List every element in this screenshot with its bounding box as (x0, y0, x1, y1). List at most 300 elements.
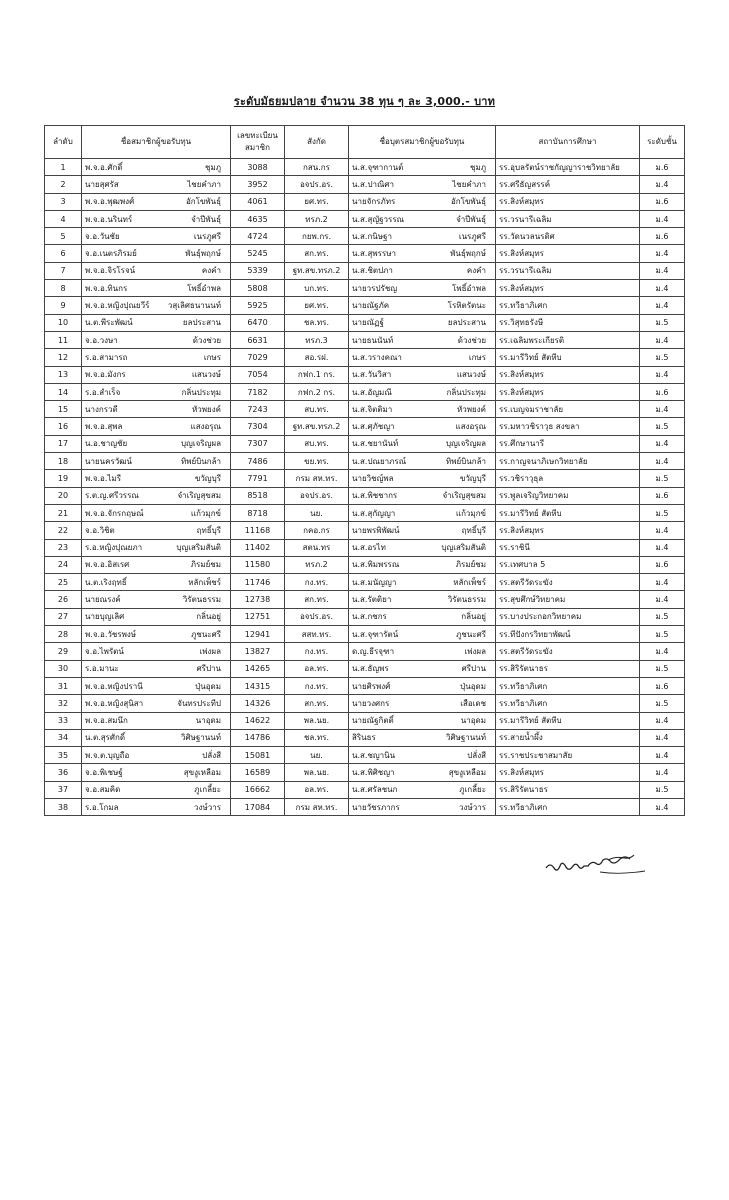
cell-reg: 7486 (231, 453, 285, 470)
table-row (45, 470, 685, 487)
table-row (45, 539, 685, 556)
cell-level: ม.5 (640, 470, 685, 487)
cell-school: รร.วชิราวุธุล (496, 470, 640, 487)
cell-child (349, 159, 496, 176)
table-row (45, 798, 685, 815)
name-last: ยลประสาน (182, 318, 221, 328)
cell-member (82, 747, 231, 764)
name-first: น.ส.ศุภัชญา (352, 422, 395, 432)
name-last: ขวัญบุรี (459, 473, 486, 483)
page-title: ระดับมัธยมปลาย จำนวน 38 ทุน ๆ ละ 3,000.- บาท (233, 95, 496, 108)
name-first: น.ส.อัญมณี (352, 387, 392, 397)
cell-level: ม.4 (640, 435, 685, 452)
cell-child (349, 643, 496, 660)
cell-member (82, 176, 231, 193)
name-first: น.ส.ชยานันท์ (352, 439, 399, 449)
header-school: สถาบันการศึกษา (496, 126, 640, 159)
name-first: พ.จ.อ.สมนึก (85, 716, 128, 726)
cell-reg: 5925 (231, 297, 285, 314)
name-last: ด้วงช่วย (457, 335, 486, 345)
cell-child (349, 280, 496, 297)
cell-reg: 5245 (231, 245, 285, 262)
name-first: น.ส.สุกัญญา (352, 508, 396, 518)
cell-member (82, 435, 231, 452)
cell-no: 26 (45, 591, 82, 608)
cell-reg: 7182 (231, 383, 285, 400)
table-row (45, 487, 685, 504)
cell-unit: กฟก.2 กร. (285, 383, 349, 400)
cell-school: รร.สิงห์สมุทร (496, 366, 640, 383)
cell-child (349, 781, 496, 798)
name-last: วสุเลิศธนานนท์ (167, 301, 221, 311)
cell-unit: กสน.กร (285, 159, 349, 176)
table-row (45, 677, 685, 694)
cell-level: ม.4 (640, 245, 685, 262)
cell-child (349, 297, 496, 314)
table-row (45, 349, 685, 366)
cell-no: 15 (45, 401, 82, 418)
cell-unit: ชล.ทร. (285, 314, 349, 331)
cell-reg: 12751 (231, 608, 285, 625)
name-last: วิศิษฐานนท์ (446, 733, 486, 743)
cell-member (82, 210, 231, 227)
cell-level: ม.6 (640, 193, 685, 210)
cell-no: 35 (45, 747, 82, 764)
cell-child (349, 487, 496, 504)
name-first: น.ส.ปาณิศา (352, 179, 394, 189)
cell-unit: ชล.ทร. (285, 729, 349, 746)
name-first: จ.อ.ไพรัตน์ (85, 646, 124, 656)
name-last: ภิรมย์ชม (190, 560, 221, 570)
cell-member (82, 314, 231, 331)
name-first: จ.อ.พิเชษฐ์ (85, 768, 123, 778)
cell-school: รร.เบญจมราชาลัย (496, 401, 640, 418)
name-first: น.ส.มนัญญา (352, 577, 397, 587)
cell-no: 12 (45, 349, 82, 366)
name-last: ไชยคำภา (187, 179, 221, 189)
name-first: นายวัชรภากร (352, 802, 400, 812)
cell-member (82, 193, 231, 210)
cell-level: ม.6 (640, 159, 685, 176)
name-first: พ.จ.อ.ศักดิ์ (85, 162, 123, 172)
cell-level: ม.4 (640, 331, 685, 348)
header-level: ระดับชั้น (640, 126, 685, 159)
name-first: พ.จ.อ.นรินทร์ (85, 214, 133, 224)
cell-unit: นย. (285, 504, 349, 521)
cell-school: รร.สตรีวัดระฆัง (496, 643, 640, 660)
name-last: ศรีปาน (461, 664, 486, 674)
name-first: จ.อ.วงษา (85, 335, 118, 345)
cell-child (349, 470, 496, 487)
name-first: นางกรวดี (85, 404, 118, 414)
name-last: ฤทธิ์บุรี (196, 525, 221, 535)
name-first: พ.จ.อ.ทินกร (85, 283, 128, 293)
name-first: น.ส.ชิตปภา (352, 266, 393, 276)
cell-school: รร.สิงห์สมุทร (496, 383, 640, 400)
name-last: แสนวงษ์ (456, 370, 486, 380)
table-row (45, 608, 685, 625)
cell-no: 7 (45, 262, 82, 279)
cell-member (82, 453, 231, 470)
cell-school: รร.วิสุทธรังษี (496, 314, 640, 331)
cell-school: รร.ทวีธาภิเศก (496, 798, 640, 815)
cell-member (82, 798, 231, 815)
cell-reg: 15081 (231, 747, 285, 764)
table-row (45, 262, 685, 279)
name-first: จ.อ.เนตรภิรมย์ (85, 249, 137, 259)
cell-reg: 6470 (231, 314, 285, 331)
name-first: พ.จ.อ.พุฒพงศ์ (85, 197, 135, 207)
name-last: ชุมภู (470, 162, 486, 172)
name-last: กลิ่นอยู่ (461, 612, 486, 622)
cell-unit: บก.ทร. (285, 280, 349, 297)
cell-no: 31 (45, 677, 82, 694)
name-last: แสงอรุณ (190, 422, 221, 432)
cell-child (349, 695, 496, 712)
name-first: พ.จ.อ.จักรกฤษณ์ (85, 508, 144, 518)
cell-reg: 13827 (231, 643, 285, 660)
name-first: นายณัฏฐ์ (352, 318, 384, 328)
cell-level: ม.4 (640, 798, 685, 815)
name-last: พันธุ์พฤกษ์ (185, 249, 221, 259)
cell-unit: ทรภ.3 (285, 331, 349, 348)
name-last: ยลประสาน (447, 318, 486, 328)
cell-unit: ขย.ทร. (285, 453, 349, 470)
cell-school: รร.วรนารีเฉลิม (496, 262, 640, 279)
name-first: น.ส.พิมพรรณ (352, 560, 400, 570)
cell-unit: สตน.ทร (285, 539, 349, 556)
table-body (45, 159, 685, 816)
cell-school: รร.สิงห์สมุทร (496, 764, 640, 781)
header-no: ลำดับ (45, 126, 82, 159)
cell-member (82, 626, 231, 643)
cell-unit: สอ.รฝ. (285, 349, 349, 366)
name-last: คงคำ (201, 266, 221, 276)
name-last: เพ่งผล (464, 646, 486, 656)
cell-no: 24 (45, 556, 82, 573)
name-last: ภูชนะศรี (456, 629, 486, 639)
cell-school: รร.ทวีธาภิเศก (496, 695, 640, 712)
name-first: จ.อ.วิชิต (85, 525, 115, 535)
name-first: น.ส.สุญัฐวรรณ (352, 214, 405, 224)
cell-child (349, 556, 496, 573)
name-first: น.ส.ธัญพร (352, 664, 389, 674)
name-last: บุญเสริมสันติ (176, 543, 221, 553)
name-first: น.ส.พิศิชญา (352, 768, 395, 778)
name-last: ฤทธิ์บุรี (461, 525, 486, 535)
cell-level: ม.5 (640, 608, 685, 625)
name-first: น.ต.เริงฤทธิ์ (85, 577, 127, 587)
cell-child (349, 401, 496, 418)
name-last: ปุ่นอุดม (195, 681, 221, 691)
cell-no: 33 (45, 712, 82, 729)
cell-reg: 7243 (231, 401, 285, 418)
cell-school: รร.พูลเจริญวิทยาคม (496, 487, 640, 504)
name-last: หลักเพ็ชร์ (453, 577, 486, 587)
cell-unit: ฐท.สข.ทรภ.2 (285, 262, 349, 279)
cell-level: ม.5 (640, 349, 685, 366)
name-last: พันธุ์พฤกษ์ (450, 249, 486, 259)
cell-child (349, 245, 496, 262)
cell-no: 18 (45, 453, 82, 470)
cell-reg: 7029 (231, 349, 285, 366)
cell-school: รร.มารีวิทย์ สัตหีบ (496, 712, 640, 729)
cell-school: รร.บางประกอกวิทยาคม (496, 608, 640, 625)
name-first: น.ส.กนิษฐา (352, 231, 392, 241)
cell-school: รร.เฉลิมพระเกียรติ (496, 331, 640, 348)
cell-unit: พล.นย. (285, 764, 349, 781)
name-last: ปุ่นอุดม (460, 681, 486, 691)
cell-child (349, 539, 496, 556)
cell-no: 22 (45, 522, 82, 539)
name-last: อักโขพันธุ์ (450, 197, 486, 207)
name-last: เนรภูศรี (193, 231, 221, 241)
header-child: ชื่อบุตรสมาชิกผู้ขอรับทุน (349, 126, 496, 159)
name-last: จันทรประทีป (177, 698, 221, 708)
cell-school: รร.กาญจนาภิเษกวิทยาลัย (496, 453, 640, 470)
name-first: น.อ.ชาญชัย (85, 439, 128, 449)
header-unit: สังกัด (285, 126, 349, 159)
cell-level: ม.4 (640, 453, 685, 470)
table-row (45, 176, 685, 193)
table-row (45, 764, 685, 781)
table-row (45, 626, 685, 643)
cell-member (82, 470, 231, 487)
cell-no: 23 (45, 539, 82, 556)
name-last: เกษร (203, 352, 221, 362)
scholarship-table (44, 125, 685, 816)
cell-level: ม.4 (640, 262, 685, 279)
cell-unit: ทรภ.2 (285, 210, 349, 227)
cell-level: ม.4 (640, 297, 685, 314)
cell-unit: สบ.ทร. (285, 435, 349, 452)
cell-member (82, 228, 231, 245)
name-first: นายวงศกร (352, 698, 390, 708)
cell-child (349, 660, 496, 677)
name-first: น.ส.จุฑากานต์ (352, 162, 404, 172)
cell-level: ม.4 (640, 712, 685, 729)
cell-member (82, 556, 231, 573)
cell-reg: 4635 (231, 210, 285, 227)
cell-no: 5 (45, 228, 82, 245)
table-row (45, 591, 685, 608)
table-row (45, 522, 685, 539)
cell-school: รร.ทวีธาภิเศก (496, 297, 640, 314)
cell-child (349, 591, 496, 608)
cell-school: รร.สิงห์สมุทร (496, 522, 640, 539)
cell-reg: 16662 (231, 781, 285, 798)
cell-unit: อจปร.อร. (285, 176, 349, 193)
cell-level: ม.5 (640, 660, 685, 677)
table-row (45, 366, 685, 383)
name-last: บุญเจริญผล (445, 439, 486, 449)
cell-school: รร.สตรีวัดระฆัง (496, 574, 640, 591)
table-row (45, 331, 685, 348)
cell-member (82, 401, 231, 418)
table-row (45, 245, 685, 262)
cell-child (349, 228, 496, 245)
cell-member (82, 331, 231, 348)
name-first: น.ส.จิตติมา (352, 404, 393, 414)
name-first: นายณัฐภัค (352, 301, 390, 311)
cell-member (82, 366, 231, 383)
cell-child (349, 522, 496, 539)
name-last: หัวพยงค์ (457, 404, 486, 414)
cell-unit: กง.ทร. (285, 677, 349, 694)
table-row (45, 453, 685, 470)
cell-school: รร.ทวีธาภิเศก (496, 677, 640, 694)
name-first: นายวิชญ์พล (352, 473, 394, 483)
cell-no: 27 (45, 608, 82, 625)
name-first: พ.จ.อ.จิรโรจน์ (85, 266, 136, 276)
cell-unit: ยศ.ทร. (285, 193, 349, 210)
name-first: จ.อ.สมคิด (85, 785, 121, 795)
cell-no: 32 (45, 695, 82, 712)
cell-reg: 3952 (231, 176, 285, 193)
table-row (45, 781, 685, 798)
cell-school: รร.สิริรัตนาธร (496, 660, 640, 677)
name-last: แก้วมุกข์ (455, 508, 486, 518)
cell-unit: กรม สห.ทร. (285, 470, 349, 487)
name-first: นายวรปรัชญ (352, 283, 398, 293)
cell-school: รร.ทีปังกรวิทยาพัฒน์ (496, 626, 640, 643)
cell-no: 4 (45, 210, 82, 227)
cell-child (349, 626, 496, 643)
cell-member (82, 245, 231, 262)
cell-no: 2 (45, 176, 82, 193)
name-last: ปลั่งสี (467, 750, 486, 760)
cell-school: รร.ศึกษานารี (496, 435, 640, 452)
cell-no: 25 (45, 574, 82, 591)
table-row (45, 193, 685, 210)
name-first: ด.ญ.ธีรจุฑา (352, 646, 395, 656)
cell-level: ม.4 (640, 574, 685, 591)
cell-school: รร.ศรีธัญสรรค์ (496, 176, 640, 193)
cell-unit: ยศ.ทร. (285, 297, 349, 314)
name-first: ร.อ.มานะ (85, 664, 119, 674)
cell-reg: 3088 (231, 159, 285, 176)
cell-unit: กคอ.กร (285, 522, 349, 539)
cell-no: 9 (45, 297, 82, 314)
name-last: โรหิตรัตนะ (447, 301, 486, 311)
cell-reg: 6631 (231, 331, 285, 348)
header-row (45, 126, 685, 159)
cell-member (82, 539, 231, 556)
name-first: น.ส.อรไท (352, 543, 386, 553)
cell-level: ม.5 (640, 314, 685, 331)
name-last: บุญเจริญผล (180, 439, 221, 449)
cell-level: ม.4 (640, 643, 685, 660)
name-last: วงษ์วาร (459, 802, 486, 812)
name-first: นายศิรพงศ์ (352, 681, 391, 691)
name-last: วิรัตนธรรม (182, 595, 221, 605)
cell-child (349, 677, 496, 694)
name-first: นายจักรภัทร (352, 197, 396, 207)
cell-reg: 4061 (231, 193, 285, 210)
table-row (45, 504, 685, 521)
name-last: หัวพยงค์ (192, 404, 221, 414)
cell-member (82, 159, 231, 176)
name-first: นายบุญเลิศ (85, 612, 125, 622)
cell-child (349, 366, 496, 383)
cell-school: รร.สายน้ำผึ้ง (496, 729, 640, 746)
name-last: คงคำ (466, 266, 486, 276)
cell-reg: 14786 (231, 729, 285, 746)
table-row (45, 210, 685, 227)
table-row (45, 747, 685, 764)
cell-child (349, 608, 496, 625)
name-last: วิรัตนธรรม (447, 595, 486, 605)
name-first: พ.จ.อ.หญิงปุณยวีร์ (85, 301, 150, 311)
cell-reg: 5339 (231, 262, 285, 279)
cell-school: รร.วรนารีเฉลิม (496, 210, 640, 227)
name-first: น.ส.วรางคณา (352, 352, 402, 362)
cell-level: ม.4 (640, 401, 685, 418)
cell-reg: 7304 (231, 418, 285, 435)
cell-member (82, 712, 231, 729)
name-first: น.ส.ชญานิน (352, 750, 396, 760)
cell-level: ม.5 (640, 504, 685, 521)
name-last: ทิพย์บินกล้า (445, 456, 486, 466)
table-row (45, 574, 685, 591)
table-row (45, 401, 685, 418)
table-row (45, 280, 685, 297)
name-last: นาอุดม (460, 716, 486, 726)
name-first: พ.จ.อ.ไมรี (85, 473, 121, 483)
name-last: โพธิ์อำพล (452, 283, 486, 293)
cell-no: 29 (45, 643, 82, 660)
cell-reg: 7307 (231, 435, 285, 452)
cell-school: รร.วัดนวลนรดิศ (496, 228, 640, 245)
cell-child (349, 176, 496, 193)
name-last: แสนวงษ์ (191, 370, 221, 380)
table-row (45, 435, 685, 452)
cell-level: ม.4 (640, 764, 685, 781)
name-first: พ.จ.อ.อิสเรศ (85, 560, 130, 570)
name-last: แสงอรุณ (455, 422, 486, 432)
cell-member (82, 522, 231, 539)
cell-school: รร.ราชประชาสมาสัย (496, 747, 640, 764)
cell-no: 1 (45, 159, 82, 176)
cell-member (82, 383, 231, 400)
cell-reg: 12941 (231, 626, 285, 643)
table-row (45, 556, 685, 573)
name-first: นายณัฐกิตติ์ (352, 716, 394, 726)
cell-level: ม.4 (640, 729, 685, 746)
cell-unit: อจปร.อร. (285, 608, 349, 625)
cell-child (349, 331, 496, 348)
cell-child (349, 210, 496, 227)
cell-level: ม.5 (640, 781, 685, 798)
name-first: พ.จ.อ.หญิงปรานี (85, 681, 143, 691)
name-first: นายนครวัฒน์ (85, 456, 132, 466)
cell-unit: อจปร.อร. (285, 487, 349, 504)
cell-member (82, 677, 231, 694)
header-member: ชื่อสมาชิกผู้ขอรับทุน (82, 126, 231, 159)
name-last: สุขงูเหลือม (183, 768, 221, 778)
cell-unit: สก.ทร. (285, 591, 349, 608)
name-last: จำปีพันธุ์ (191, 214, 221, 224)
name-first: พ.จ.อ.สุพล (85, 422, 123, 432)
cell-member (82, 297, 231, 314)
signature-icon (540, 850, 660, 880)
cell-member (82, 660, 231, 677)
cell-level: ม.4 (640, 366, 685, 383)
cell-unit: สก.ทร. (285, 245, 349, 262)
table-row (45, 729, 685, 746)
cell-reg: 7791 (231, 470, 285, 487)
name-last: ภิรมย์ชม (455, 560, 486, 570)
